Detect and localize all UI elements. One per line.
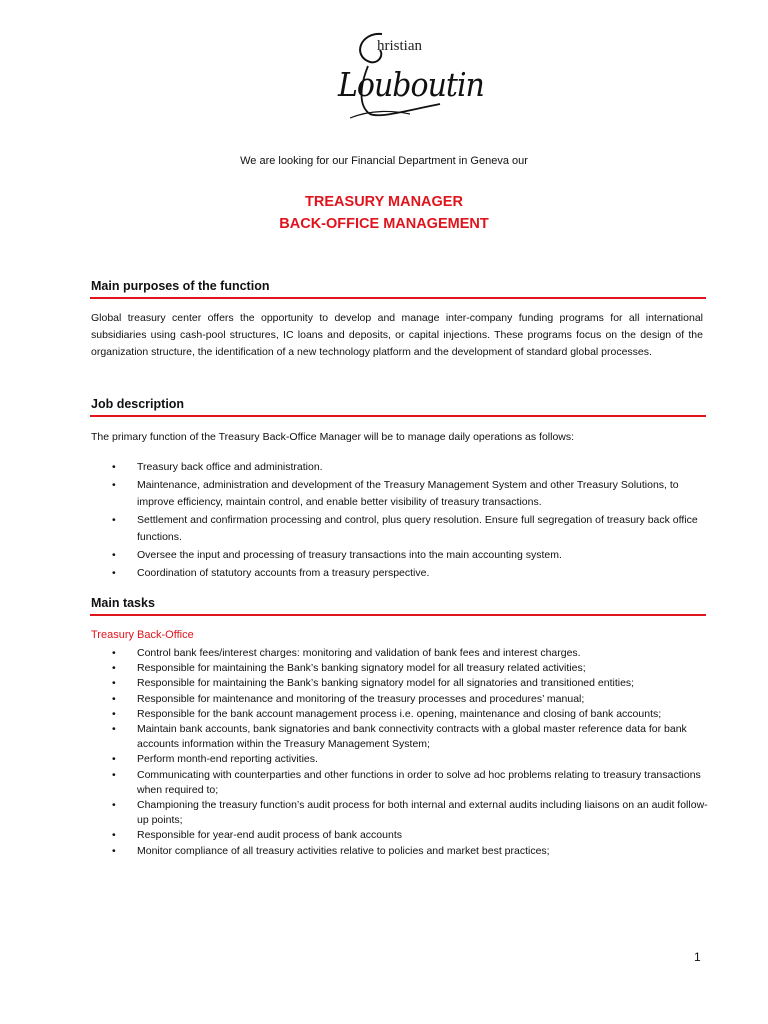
bullet-icon: • [112,723,116,736]
bullet-icon: • [112,829,116,842]
christian-louboutin-logo [330,26,484,126]
bullet-icon: • [112,753,116,766]
bullet-icon: • [112,549,116,561]
bullet-icon: • [112,567,116,579]
bullet-icon: • [112,844,116,857]
section-divider [90,415,706,417]
section-heading-purposes: Main purposes of the function [91,279,270,293]
section-divider [90,297,706,299]
list-item: • Responsible for maintenance and monitoring of the treasury processes and procedures’ manual; [91,692,711,707]
bullet-icon: • [112,799,116,812]
list-item: • Coordination of statutory accounts from a treasury perspective. [91,565,711,582]
logo-brand-small: hristian [377,38,422,54]
tasks-subheading: Treasury Back-Office [91,629,194,641]
bullet-icon: • [112,647,116,659]
bullet-icon: • [112,692,116,705]
list-item: • Communicating with counterparties and other functions in order to solve ad hoc problems relating to treasury transactions when required to; [112,768,701,796]
job-subtitle: BACK-OFFICE MANAGEMENT [279,216,489,232]
tasks-bullet-list [91,646,711,859]
job-intro-paragraph: The primary function of the Treasury Back-Office Manager will be to manage daily operations as follows: [91,431,575,443]
bullet-icon: • [112,514,116,526]
bullet-icon: • [112,461,116,473]
intro-text: We are looking for our Financial Department in Geneva our [240,155,528,167]
list-item: • Maintain bank accounts, bank signatories and bank connectivity contracts with a global master reference data for bank accounts information within the Treasury Management System; [112,723,687,751]
bullet-icon: • [112,479,116,491]
list-item: • Control bank fees/interest charges: monitoring and validation of bank fees and interest charges. [91,646,711,661]
bullet-icon: • [112,662,116,675]
list-item: • Maintenance, administration and development of the Treasury Management System and other Treasury Solutions, to improve efficiency, maintain control, and enable better visibility of treasury transactions. [112,479,679,508]
list-item: • Championing the treasury function’s audit process for both internal and external audits including liaisons on an audit follow-up points; [112,799,708,827]
bullet-icon: • [112,677,116,690]
list-item: • Perform month-end reporting activities. [91,752,711,767]
job-bullet-list [91,459,711,583]
logo-brand-script: Louboutin [338,66,484,105]
bullet-icon: • [112,768,116,781]
section-divider [90,614,706,616]
list-item: • Responsible for the bank account management process i.e. opening, maintenance and closing of bank accounts; [91,707,711,722]
bullet-icon: • [112,707,116,720]
job-title: TREASURY MANAGER [305,194,463,210]
list-item: • Settlement and confirmation processing and control, plus query resolution. Ensure full segregation of treasury back office functions. [112,514,698,543]
list-item: • Responsible for year-end audit process of bank accounts [91,828,711,843]
list-item: • Monitor compliance of all treasury activities relative to policies and market best practices; [91,844,711,859]
list-item: • Oversee the input and processing of treasury transactions into the main accounting system. [91,547,711,564]
list-item: • Treasury back office and administration. [91,459,711,476]
list-item: • Responsible for maintaining the Bank’s banking signatory model for all signatories and transitioned entities; [91,676,711,691]
list-item: • Responsible for maintaining the Bank’s banking signatory model for all treasury related activities; [91,661,711,676]
section-heading-tasks: Main tasks [91,596,155,610]
section-heading-job: Job description [91,397,185,411]
purposes-paragraph: Global treasury center offers the opportunity to develop and manage inter-company funding programs for all international subsidiaries using cash-pool structures, IC loans and deposits, or capital injections. These programs focus on the design of the organization structure, the identification of a new technology platform and the development of standard global processes. [91,312,703,358]
page-number: 1 [694,950,701,964]
